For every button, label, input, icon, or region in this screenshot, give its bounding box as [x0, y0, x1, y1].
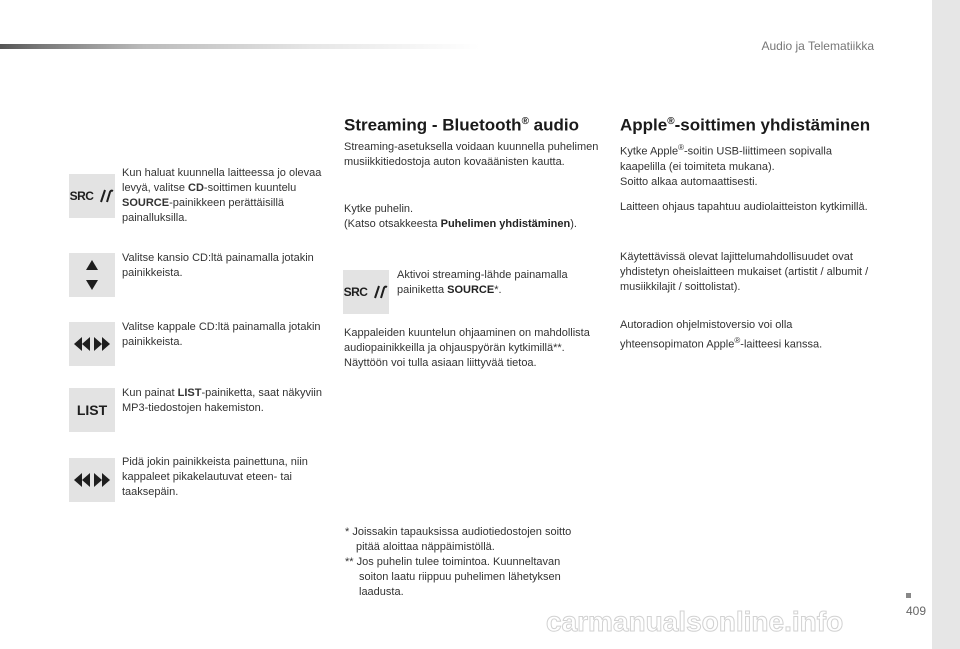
src-icon-label: SRC — [69, 188, 94, 203]
src-button-icon-streaming — [343, 270, 389, 314]
section-title: Audio ja Telematiikka — [761, 39, 874, 53]
src-button-icon — [69, 174, 115, 218]
apple-compat-text: Autoradion ohjelmistoversio voi olla yhteensopimaton Apple®-laitteesi kanssa. — [620, 319, 823, 351]
audio-control-text: Kappaleiden kuuntelun ohjaaminen on mahdollista audiopainikkeilla ja ohjauspyörän kytkimillä**. Näyttöön voi tulla asiaan liittyvää tietoa. — [344, 327, 590, 369]
prev-next-track-icon — [69, 322, 115, 366]
src-slash-icon — [370, 285, 388, 299]
src-icon-label: SRC — [343, 284, 368, 299]
side-margin-strip — [932, 0, 960, 649]
track-select-instruction: Valitse kappale CD:ltä painamalla jotakin painikkeista. — [122, 321, 321, 348]
list-icon-label: LIST — [76, 401, 108, 418]
seek-arrows-icon — [72, 472, 112, 488]
header-gradient-bar — [0, 44, 480, 49]
streaming-intro: Streaming-asetuksella voidaan kuunnella puhelimen musiikkitiedostoja auton kovaäänisten kautta. — [344, 141, 599, 168]
watermark: carmanualsonline.info — [546, 606, 844, 637]
apple-connect-text: Kytke Apple®-soitin USB-liittimeen sopivalla kaapelilla (ei toimiteta mukana). Soitto alkaa automaattisesti. — [620, 143, 832, 188]
apple-control-text: Laitteen ohjaus tapahtuu audiolaitteiston kytkimillä. — [620, 201, 868, 213]
apple-heading: Apple®-soittimen yhdistäminen — [620, 115, 871, 135]
footnotes: * Joissakin tapauksissa audiotiedostojen soitto pitää aloittaa näppäimistöllä. ** Jos puhelin tulee toimintoa. Kuunneltavan soiton laatu riippuu puhelimen lähetyksen laadusta. — [345, 526, 572, 598]
list-instruction: Kun painat LIST-painiketta, saat näkyviin MP3-tiedostojen hakemiston. — [122, 387, 322, 414]
streaming-heading: Streaming - Bluetooth® audio — [344, 115, 579, 135]
up-down-arrows-icon — [69, 253, 115, 297]
folder-select-instruction: Valitse kansio CD:ltä painamalla jotakin painikkeista. — [122, 252, 314, 279]
list-button-icon — [69, 388, 115, 432]
connect-phone-text: Kytke puhelin. (Katso otsakkeesta Puhelimen yhdistäminen). — [344, 203, 577, 230]
src-slash-icon — [96, 189, 114, 203]
cd-source-instruction: Kun haluat kuunnella laitteessa jo olevaa levyä, valitse CD-soittimen kuuntelu SOURCE-painikkeen perättäisillä painalluksilla. — [122, 167, 322, 224]
page-marker — [906, 593, 911, 598]
activate-streaming-text: Aktivoi streaming-lähde painamalla painiketta SOURCE*. — [397, 269, 568, 296]
apple-sorting-text: Käytettävissä olevat lajittelumahdollisuudet ovat yhdistetyn oheislaitteen mukaiset (artistit / albumit / musiikkilajit / soittolistat). — [620, 251, 869, 293]
fast-forward-rewind-icon — [69, 458, 115, 502]
folder-arrows-icon — [84, 258, 100, 292]
seek-instruction: Pidä jokin painikkeista painettuna, niin kappaleet pikakelautuvat eteen- tai taaksepäin. — [122, 456, 308, 498]
skip-arrows-icon — [72, 336, 112, 352]
page-number: 409 — [905, 604, 926, 618]
